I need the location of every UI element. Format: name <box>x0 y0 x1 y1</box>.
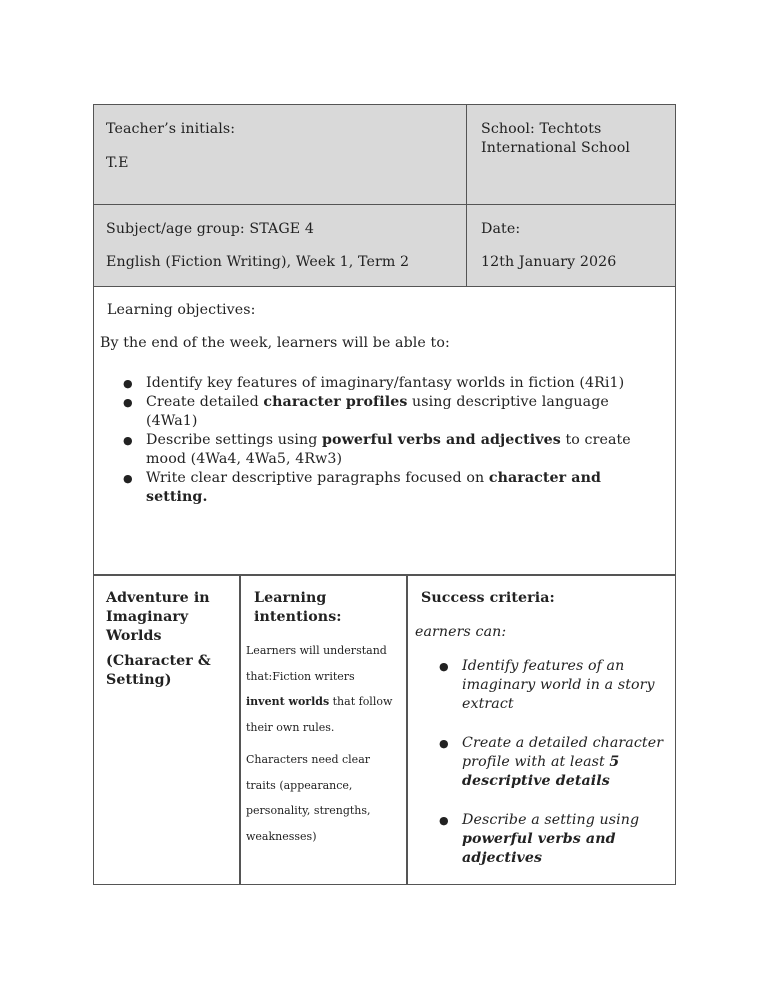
date-value: 12th January 2026 <box>481 254 617 270</box>
success-intro: earners can: <box>415 624 507 640</box>
learning-objectives-cell <box>93 285 676 576</box>
success-item: ● Create a detailed character profile with at least 5 descriptive details <box>439 735 664 789</box>
date-label: Date: <box>481 221 521 237</box>
unit-title-cell <box>93 574 241 885</box>
objectives-intro: By the end of the week, learners will be able to: <box>100 335 450 351</box>
school-label-line1: School: Techtots <box>481 121 602 137</box>
objectives-list <box>123 374 666 507</box>
success-item: ● Identify features of an imaginary world in a story extract <box>439 658 655 712</box>
teacher-initials-value: T.E <box>106 155 129 171</box>
success-criteria-cell <box>406 574 676 885</box>
bullet-icon: ● <box>439 660 449 673</box>
objective-item: ● Describe settings using powerful verbs and adjectives to create mood (4Wa4, 4Wa5, 4Rw3) <box>123 432 631 467</box>
success-list <box>439 657 672 868</box>
bullet-icon: ● <box>123 377 133 390</box>
school-label-line2: International School <box>481 140 631 156</box>
bullet-icon: ● <box>439 737 449 750</box>
unit-title: Adventure in Imaginary Worlds <box>106 590 210 644</box>
success-item: ● Describe a setting using powerful verbs and adjectives <box>439 812 640 866</box>
intentions-text: Learners will understand that:Fiction writers invent worlds that follow their own rules. <box>246 644 393 734</box>
bullet-icon: ● <box>123 472 133 485</box>
success-heading: Success criteria: <box>421 590 555 606</box>
teacher-initials-label: Teacher’s initials: <box>106 121 236 137</box>
bullet-icon: ● <box>439 814 449 827</box>
bullet-icon: ● <box>123 434 133 447</box>
objective-item: ● Write clear descriptive paragraphs focused on character and setting. <box>123 470 602 505</box>
objective-item: ● Identify key features of imaginary/fantasy worlds in fiction (4Ri1) <box>123 375 625 391</box>
objective-item: ● Create detailed character profiles using descriptive language (4Wa1) <box>123 394 609 429</box>
bullet-icon: ● <box>123 396 133 409</box>
intentions-heading: Learning intentions: <box>254 590 342 625</box>
unit-subtitle: (Character & Setting) <box>106 653 211 688</box>
date-cell <box>466 204 676 287</box>
school-cell <box>466 104 676 206</box>
objectives-heading: Learning objectives: <box>107 302 256 318</box>
intentions-text-2: Characters need clear traits (appearance, personality, strengths, weaknesses) <box>246 753 371 843</box>
learning-intentions-cell <box>239 574 408 885</box>
subject-cell <box>93 204 468 287</box>
subject-value: English (Fiction Writing), Week 1, Term 2 <box>106 254 410 270</box>
teacher-initials-cell <box>93 104 468 206</box>
subject-label: Subject/age group: STAGE 4 <box>106 221 314 237</box>
